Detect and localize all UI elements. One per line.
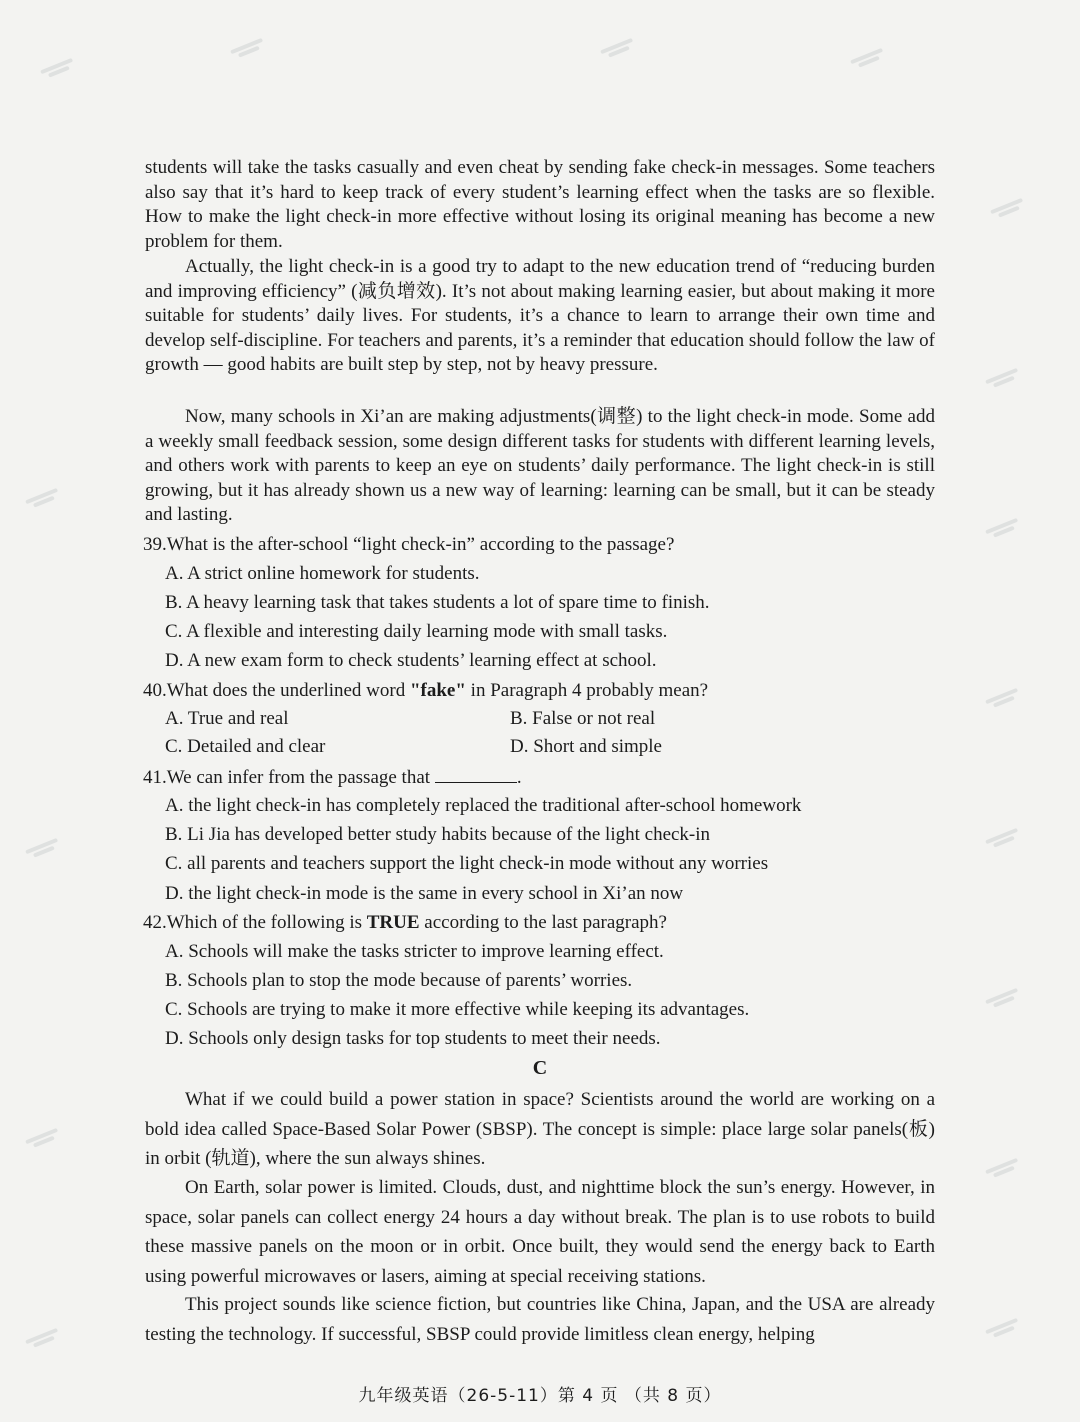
q42-stem-post: according to the last paragraph? — [419, 912, 667, 933]
q42-option-a: A. Schools will make the tasks stricter to improve learning effect. — [165, 941, 664, 962]
watermark-mark — [984, 824, 1021, 850]
q40-option-c: C. Detailed and clear — [165, 736, 326, 757]
q42-stem-pre: 42.Which of the following is — [143, 912, 367, 933]
q39-option-c: C. A flexible and interesting daily learning mode with small tasks. — [165, 621, 668, 642]
page-footer: 九年级英语（26-5-11）第 4 页 （共 8 页） — [358, 1386, 722, 1406]
watermark-mark — [989, 194, 1026, 220]
watermark-mark — [984, 984, 1021, 1010]
watermark-mark — [984, 514, 1021, 540]
q42-stem-word: TRUE — [366, 912, 420, 933]
passage-paragraph: What if we could build a power station in space? Scientists around the world are working on a bold idea called Space-Based Solar Power (SBSP). The concept is simple: place large solar panels(板) in orbit (轨道), where the sun always shines. — [145, 1089, 935, 1169]
watermark-mark — [984, 364, 1021, 390]
q42-option-d: D. Schools only design tasks for top students to meet their needs. — [165, 1028, 661, 1049]
section-heading: C — [532, 1057, 548, 1079]
watermark-mark — [24, 834, 61, 860]
q42-option-b: B. Schools plan to stop the mode because of parents’ worries. — [165, 970, 633, 991]
q41-stem-post: . — [516, 767, 522, 788]
q41-option-d: D. the light check-in mode is the same in every school in Xi’an now — [165, 883, 684, 904]
q41-stem-pre: 41.We can infer from the passage that — [143, 767, 431, 788]
watermark-mark — [24, 484, 61, 510]
q39-option-a: A. A strict online homework for students. — [165, 563, 480, 584]
q41-option-a: A. the light check-in has completely replaced the traditional after-school homework — [165, 795, 802, 816]
passage-paragraph: This project sounds like science fiction, but countries like China, Japan, and the USA are already testing the technology. If successful, SBSP could provide limitless clean energy, helping — [145, 1294, 935, 1345]
question-41-stem — [143, 766, 522, 789]
answer-blank — [435, 766, 517, 783]
question-40-stem — [143, 680, 708, 702]
passage-paragraph: Now, many schools in Xi’an are making adjustments(调整) to the light check-in mode. Some add a weekly small feedback session, some design different tasks for students with different learning levels, and others work with parents to keep an eye on students’ daily performance. The light check-in is still growing, but it has already shown us a new way of learning: learning can be small, but it can be steady and lasting. — [145, 406, 935, 526]
passage-paragraph: students will take the tasks casually and even cheat by sending fake check-in messages. Some teachers also say that it’s hard to keep track of every student’s learning effect when the tasks are so flexible. How to make the light check-in more effective without losing its original meaning has become a new problem for them. — [145, 157, 935, 252]
q40-option-a: A. True and real — [165, 708, 289, 729]
watermark-mark — [229, 34, 266, 60]
watermark-mark — [984, 1154, 1021, 1180]
watermark-mark — [24, 1124, 61, 1150]
q39-option-d: D. A new exam form to check students’ learning effect at school. — [165, 650, 657, 671]
watermark-mark — [849, 44, 886, 70]
watermark-mark — [984, 1314, 1021, 1340]
watermark-mark — [24, 1324, 61, 1350]
q39-option-b: B. A heavy learning task that takes students a lot of spare time to finish. — [165, 592, 710, 613]
question-39-stem: 39.What is the after-school “light check-in” according to the passage? — [143, 534, 675, 555]
q40-option-d: D. Short and simple — [510, 736, 662, 757]
q40-stem-post: in Paragraph 4 probably mean? — [465, 680, 709, 701]
q41-option-b: B. Li Jia has developed better study habits because of the light check-in — [165, 824, 711, 845]
watermark-mark — [599, 34, 636, 60]
q40-option-b: B. False or not real — [510, 708, 656, 729]
passage-paragraph: Actually, the light check-in is a good try to adapt to the new education trend of “reducing burden and improving efficiency” (减负增效). It’s not about making learning easier, but about making it more suitable for students’ daily lives. For students, it’s a chance to learn to arrange their own time and develop self-discipline. For teachers and parents, it’s a reminder that education should follow the law of growth — good habits are built step by step, not by heavy pressure. — [145, 256, 935, 376]
watermark-mark — [984, 684, 1021, 710]
watermark-mark — [39, 54, 76, 80]
q40-stem-pre: 40.What does the underlined word — [143, 680, 410, 701]
q40-stem-word: "fake" — [409, 680, 466, 701]
q42-option-c: C. Schools are trying to make it more effective while keeping its advantages. — [165, 999, 750, 1020]
passage-paragraph: On Earth, solar power is limited. Clouds, dust, and nighttime block the sun’s energy. However, in space, solar panels can collect energy 24 hours a day without break. The plan is to use robots to build these massive panels on the moon or in orbit. Once built, they would send the energy back to Earth using powerful microwaves or lasers, aiming at special receiving stations. — [145, 1177, 935, 1287]
question-42-stem — [143, 912, 667, 934]
q41-option-c: C. all parents and teachers support the light check-in mode without any worries — [165, 853, 769, 874]
